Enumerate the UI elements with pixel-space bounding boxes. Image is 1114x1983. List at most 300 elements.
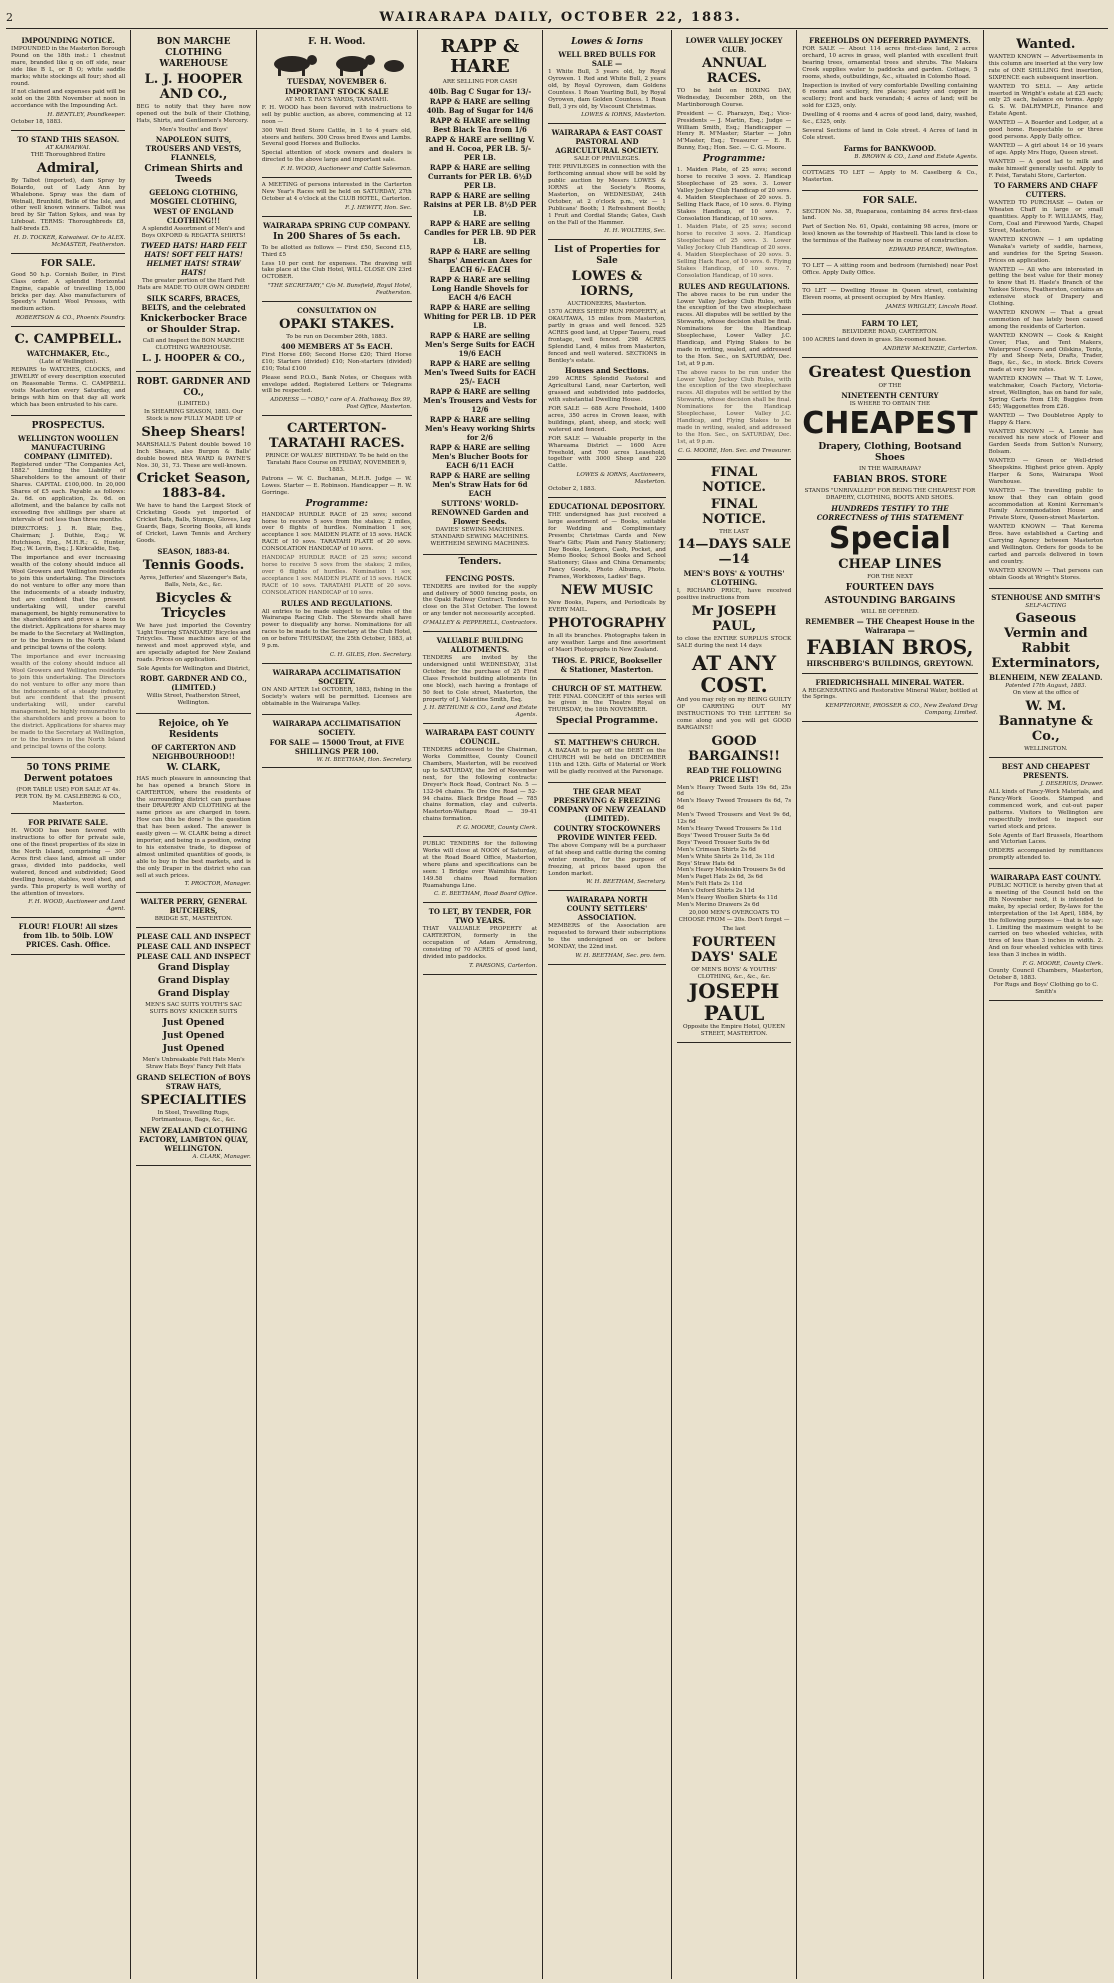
firm-name: WALTER PERRY, GENERAL BUTCHERS,	[140, 897, 247, 916]
ad-title: FOR SALE.	[862, 195, 918, 206]
price-item: RAPP & HARE are selling Currants for PER LB. 6½D PER LB.	[427, 162, 532, 190]
ad-body: 1. Maiden Plate, of 25 sovs; second horse to receive 3 sovs. 2. Handicap Steeplechase of 25 sovs. 3. Lower Valley Jockey Club Handicap of 20 sovs. 4. Maiden Steeplechase of 20 sovs. 5. Selling Hack Race, of 10 sovs. 6. Flying Stakes Handicap, of 10 sovs. 7. Consolation Handicap, of 10 sovs.	[676, 224, 792, 279]
ad-subtitle: COUNTRY STOCKOWNERS PROVIDE WINTER FEED.	[553, 823, 661, 842]
ad-gardner	[136, 372, 250, 714]
ad-body: 299 ACRES Splendid Pastoral and Agricultural Land, near Carterton, well grassed and subdivided into paddocks, with substantial Dwelling House.	[548, 376, 666, 404]
ad-head: ANNUAL RACES.	[702, 56, 767, 86]
ad-line: PLEASE CALL AND INSPECT	[136, 942, 251, 952]
wanted-item: WANTED — A Boarder and Lodger, at a good home. Respectable to or three good persons. Apply Daily office.	[988, 120, 1103, 140]
ad-body: FOR SALE — About 114 acres first-class land, 2 acres orchard, 10 acres in grass, well planted with excellent fruit bearing trees, ornamental trees and shrubs. The Makara Creek supplies water to paddocks and garden. Cottage, 5 rooms, sheds, outbuildings, &c., situated in Colombo Road.	[802, 46, 978, 80]
ad-acclimatisation-1	[262, 664, 412, 715]
column-5	[543, 30, 672, 1979]
ad-body: DAVIES' SEWING MACHINES. STANDARD SEWING MACHINES. WERTHEIM SEWING MACHINES.	[430, 526, 530, 547]
ad-head: SPECIALITIES	[140, 1092, 247, 1108]
ad-head: RULES AND REGULATIONS.	[281, 598, 393, 608]
ad-subtitle: WELL BRED BULLS FOR SALE —	[558, 50, 656, 68]
price-item: RAPP & HARE are selling Whiting for PER LB. 1D PER LB.	[423, 302, 536, 330]
price-list-item: Men's Crimean Shirts 2s 6d	[676, 846, 756, 853]
ad-body: THE undersigned has just received a large assortment of — Books, suitable for Wedding and Complimentary Presents; Christmas Cards and New Year's Gifts; Plain and Fancy Stationery; Day Books, Ledgers, Cash, Pocket, and Memo Books; School Books and School Stationery; Glass and China Ornaments; Fancy Goods, Photo Albums, Photo. Frames, Workboxes, Ladies' Bags.	[548, 511, 666, 581]
ad-title: CARTERTON-TARATAHI RACES.	[268, 421, 405, 452]
ad-body: If not claimed and expenses paid will be sold on the 28th November at noon in accordance with the Impounding Act.	[11, 89, 126, 110]
ad-subtitle: ARE SELLING FOR CASH	[442, 79, 518, 85]
ad-mineral-water	[802, 674, 977, 723]
columns	[6, 30, 1108, 1979]
ad-body: HANDICAP HURDLE RACE of 25 sovs; second horse to receive 5 sovs from the stakes; 2 miles, over 6 flights of hurdles. Nomination 1 sov, acceptance 1 sov. MAIDEN PLATE of 15 sovs. HACK RACE of 10 sovs. TARATAHI PLATE of 20 sovs. CONSOLATION HANDICAP of 10 sovs.	[261, 511, 412, 553]
ad-meeting	[262, 178, 412, 217]
price-list-title: READ THE FOLLOWING PRICE LIST!	[686, 765, 782, 784]
ad-title: IMPOUNDING NOTICE.	[21, 36, 115, 45]
ad-body: TENDERS are invited for the supply and delivery of 5000 fencing posts, on the Opaki Railway Contract. Tenders to close on the 31st October. The lowest or any tender not necessarily accepted.	[422, 583, 538, 618]
ad-head: RULES AND REGULATIONS.	[678, 281, 790, 291]
ad-line: Just Opened	[162, 1031, 225, 1042]
ad-body: A BAZAAR to pay off the DEBT on the CHURCH will be held on DECEMBER 11th and 12th. Gifts of Material or Work will be gladly received at the Parsonage.	[548, 748, 666, 775]
price-list-item: Boys' Tweed Trouser Suits 9s 6d	[676, 839, 770, 846]
ad-opaki-stakes	[262, 302, 412, 416]
price-item: RAPP & HARE are selling 40lb. Bag of Sugar for 14/6	[426, 96, 534, 115]
ad-subtitle: SALE OF PRIVILEGES.	[574, 156, 640, 163]
ad-body: IMPOUNDED in the Masterton Borough Pound on the 18th inst.: 1 chestnut mare, branded like q on off side, near side like B L, or B O; white saddle marks; white stockings all four; shod all round.	[11, 46, 126, 87]
ad-head: FOR SALE — 15000 Trout, at FIVE SHILLINGS PER 100.	[269, 737, 404, 756]
ad-signature: "THE SECRETARY," C/o M. Bunsfield, Royal Hotel, Featherston.	[267, 283, 412, 297]
ad-line: On view at the office of	[1012, 690, 1079, 697]
ad-section-sale	[802, 191, 977, 259]
ad-title: WAIRARAPA ACCLIMATISATION SOCIETY.	[272, 718, 401, 737]
ad-body: Patrons — W. C. Buchanan, M.H.R. Judge — W. Lowes. Starter — E. Robinson. Handicapper — R. W. Gorringe.	[261, 475, 412, 496]
firm-name: NEW ZEALAND CLOTHING FACTORY, LAMBTON QUAY, WELLINGTON.	[138, 1125, 249, 1153]
ad-subtitle: (Late of Wellington).	[39, 359, 98, 366]
ad-title: WAIRARAPA NORTH COUNTY SETTLERS' ASSOCIATION.	[566, 895, 648, 923]
ad-body: HAS much pleasure in announcing that he has opened a branch Store in CARTERTON, where the residents of the surrounding district can purchase their DRAPERY AND CLOTHING at the same prices as are charged in town. How can this be done? is the question that has been asked. The answer is easily given — W. CLARK being a direct importer, and being in a position, owing to his extensive trade, to dispose of almost unlimited quantities of goods, is able to buy in the best markets, and is the only Draper in the district who can sell at such prices.	[136, 775, 251, 879]
ad-body: 20,000 MEN'S OVERCOATS TO CHOOSE FROM — 20s. Don't forget —	[678, 909, 790, 923]
price-item: RAPP & HARE are selling Men's Heavy working Shirts for 2/6	[424, 414, 535, 442]
firm-name: L. J. HOOPER AND CO.,	[144, 72, 243, 102]
ad-perry	[136, 893, 250, 928]
ad-title: CHURCH OF ST. MATTHEW.	[551, 683, 663, 693]
firm-name: ROBT. GARDNER AND CO., (LIMITED.)	[140, 674, 247, 692]
ad-body: Several Sections of land in Cole street. 4 Acres of land in Cole street.	[802, 127, 978, 141]
firm-name: ROBT. GARDNER AND CO.,	[136, 377, 251, 399]
ad-body: By Talbot (imported), dam Spray by Boiardo, out of Lady Ann by Whalebone. Spray was the dam of Wetnall, Brunhild, Belle of the Isle, and other well known winners. Talbot was bred by Sir Tatton Sykes, and was by Lifeboat. TERMS: Thoroughbreds £8, half-breds £5.	[11, 177, 126, 233]
firm-name: L. J. HOOPER & CO.,	[142, 354, 245, 365]
ad-body: F. H. WOOD has been favored with instructions to sell by public auction, as above, commencing at 12 noon —	[261, 104, 412, 125]
firm-name: Mr JOSEPH PAUL,	[691, 604, 777, 635]
ad-presents	[989, 758, 1103, 869]
ad-body: SECTION No. 38, Ruaparaoa, containing 84 acres first-class land.	[802, 208, 978, 222]
ad-address: BLENHEIM, NEW ZEALAND.	[989, 673, 1103, 683]
ad-signature: C. G. MOORE, Hon. Sec. and Treasurer.	[678, 447, 792, 454]
ad-line: Drapery, Clothing, Bootsand Shoes	[818, 442, 962, 463]
ad-public-tenders	[423, 837, 537, 903]
ad-subtitle: (LIMITED.)	[177, 401, 210, 408]
ad-body: STANDS "UNRIVALLED" FOR BEING THE CHEAPEST FOR DRAPERY, CLOTHING, BOOTS AND SHOES.	[804, 487, 976, 501]
price-list-item: Men's Heavy Tweed Trousers 5s 11d	[676, 826, 782, 832]
ad-head: NEW MUSIC	[560, 583, 654, 599]
ad-address: County Council Chambers, Masterton, October 8, 1883.	[988, 968, 1103, 981]
ad-signature: W. H. BEETHAM, Sec. pro. tem.	[575, 952, 666, 959]
ad-title: WAIRARAPA SPRING CUP COMPANY.	[263, 220, 411, 230]
ad-body: TENDERS are invited by the undersigned until WEDNESDAY, 31st October, for the purchase of 25 First Class Freehold building allotments (in one block), each having a frontage of 50 feet to Cole street, Masterton, the property of J. Valentine Smith, Esq.	[422, 655, 538, 703]
ad-head: Bicycles & Tricycles	[155, 590, 232, 621]
ad-directors: DIRECTORS: J. R. Blair, Esq., Chairman; J. Duthie, Esq.; W. Hutchison, Esq., M.H.R.; G. Hunter, Esq.; W. Levin, Esq.; J. Kirkcaldie, Esq.	[11, 525, 126, 553]
ad-head: Rejoice, oh Ye Residents	[158, 718, 229, 740]
ad-east-county	[989, 869, 1103, 1001]
ad-line: Just Opened	[162, 1044, 225, 1055]
ad-line: Willis Street, Featherston Street, Wellington.	[146, 693, 241, 706]
ad-title: LOWER VALLEY JOCKEY CLUB.	[685, 36, 783, 54]
ad-address: HIRSCHBERG'S BUILDINGS, GREYTOWN.	[806, 658, 974, 668]
ad-st-matthew-bazaar	[548, 734, 666, 783]
ad-head: Programme:	[702, 154, 766, 165]
ad-line: A splendid Assortment of Men's and Boys OXFORD & REGATTA SHIRTS!	[141, 225, 246, 239]
ad-spring-cup	[262, 217, 412, 302]
price-item: RAPP & HARE are selling Candles for PER LB. 9D PER LB.	[424, 218, 536, 246]
ad-to-let-room	[802, 259, 977, 284]
wanted-item: WANTED KNOWN — I am updating Wanaka's variety of saddle, harness, and sundries for the Spring Season. Prices on application.	[988, 236, 1103, 264]
ad-line: HUNDREDS TESTIFY TO THE CORRECTNESS of THIS STATEMENT	[816, 503, 964, 522]
price-list-item: Men's Merino Drawers 2s 6d	[676, 901, 760, 908]
ad-intro: THE Thoroughbred Entire	[30, 151, 106, 158]
ad-body: To be allotted as follows — First £50, Second £15, Third £5	[261, 244, 412, 258]
ad-title: Wanted.	[1016, 37, 1076, 52]
ad-head: FOURTEEN DAYS' SALE	[690, 934, 778, 965]
ad-signature: H. BENTLEY, Poundkeeper.	[47, 112, 126, 119]
ad-body: We have to hand the Largest Stock of Cricketing Goods yet imported of Cricket Bats, Balls, Stumps, Gloves, Leg Guards, Bags, Scoring Books, all kinds of Cricket, Lawn Tennis and Archery Goods.	[136, 503, 251, 544]
ad-body: A REGENERATING and Restorative Mineral Water, bottled at the Springs.	[802, 687, 978, 701]
ad-taratahi-races	[262, 416, 412, 664]
ad-subtitle: PRINCE OF WALES' BIRTHDAY. To be held on the Taratahi Race Course on FRIDAY, NOVEMBER 9, 1883.	[265, 453, 409, 473]
ad-body: THE FINAL CONCERT of this series will be given in the Theatre Royal on THURSDAY, the 18th NOVEMBER.	[548, 693, 666, 714]
ad-private-sale	[11, 814, 125, 918]
ad-body: The importance and ever increasing wealth of the colony should induce all Wool Growers and Wellington residents to join this undertaking. The Directors do not venture to offer any more than the inducements of a steady industry, but are confident that the present undertaking will, under careful management, be highly remunerative to the shareholders and prove a boon to the district. Applications for shares may be made to the Secretary at Wellington, or to the brokers in the North Island and principal towns of the colony.	[11, 654, 126, 750]
ad-exterminators	[989, 589, 1103, 759]
ad-head: SEASON, 1883-84.	[157, 546, 230, 556]
ad-body: The above Company will be a purchaser of fat sheep and cattle during the coming winter months, for the purpose of freezing, at prices based upon the London market.	[548, 842, 666, 877]
ad-subtitle: To be run on December 26th, 1883.	[286, 334, 388, 341]
price-list-item: Men's Oxford Shirts 2s 11d	[676, 888, 755, 895]
ad-body: In SHEARING SEASON, 1883. Our Stock is now FULLY MADE UP of	[144, 408, 244, 422]
wanted-item: WANTED KNOWN — Advertisements in this column are inserted at the very low rate of ONE SHILLING first insertion, SIXPENCE each subsequent insertion.	[988, 54, 1103, 81]
ad-body: Good 50 h.p. Cornish Boiler, in First Class order. A splendid Horizontal Engine, capable of travelling 15,000 bricks per day. Also manufacturers of Speedy's Patent Wool Presses, with medium action.	[11, 271, 126, 313]
ad-signature: T. PARSONS, Carterton.	[469, 962, 538, 969]
ad-head: Farms for BANKWOOD.	[843, 143, 937, 153]
ad-line: PLEASE CALL AND INSPECT	[136, 952, 251, 962]
ad-signature: J. DESERIUS, Drawer.	[1040, 781, 1103, 788]
price-list-item: Men's Tweed Trousers and Vest 9s 6d, 12s 6d	[676, 812, 792, 826]
ad-line: SILK SCARFS, BRACES, BELTS, and the celebrated	[141, 294, 246, 313]
ad-line: Grand Display	[157, 976, 230, 987]
ad-body: (FOR TABLE USE) FOR SALE AT 4s. PER TON. By M. CASLEBERG & CO., Masterton.	[15, 786, 122, 807]
ad-title: BEST AND CHEAPEST PRESENTS.	[1001, 762, 1090, 781]
ad-head: Special Programme.	[555, 716, 659, 727]
column-3	[257, 30, 418, 1979]
ad-subtitle: BRIDGE ST., MASTERTON.	[154, 916, 233, 923]
company-name: WELLINGTON WOOLLEN MANUFACTURING COMPANY (LIMITED).	[17, 433, 119, 461]
ad-head: 400 MEMBERS AT 5s EACH.	[280, 341, 393, 351]
ad-body: BEG to notify that they have now opened out the bulk of their Clothing, Hats, Shirts, and Gentlemen's Mercery.	[136, 104, 251, 124]
ad-body: TO be held on BOXING DAY, Wednesday, December 26th, on the Martinborough Course.	[676, 88, 792, 108]
ad-body: to close the ENTIRE SURPLUS STOCK SALE during the next 14 days	[676, 636, 792, 650]
ad-head: 14—DAYS SALE—14	[677, 537, 791, 568]
ad-line: FOR THE NEXT	[867, 573, 913, 580]
ad-line: OF THE	[878, 383, 902, 390]
price-item: 40lb. Bag C Sugar for 13/-	[428, 86, 532, 96]
ad-body: TO LET — A sitting room and bedroom (furnished) near Post Office. Apply Daily Office.	[802, 262, 978, 276]
ad-title: ST. MATTHEW'S CHURCH.	[554, 738, 660, 748]
ad-signature: LOWES & IORNS, Masterton.	[581, 112, 666, 119]
ad-line: Crimean Shirts and Tweeds	[144, 163, 243, 185]
ad-to-stand	[11, 131, 125, 254]
ad-title: THE GEAR MEAT PRESERVING & FREEZING COMPANY OF NEW ZEALAND (LIMITED).	[548, 786, 666, 823]
ad-properties-list	[548, 240, 666, 498]
ad-body: In all its branches. Photographs taken in any weather. Large and fine assortment of Maori Photographs in New Zealand.	[548, 632, 666, 653]
tenders-heading: Tenders.	[458, 556, 502, 567]
price-list-item: Men's Heavy Woollen Shirts 4s 11d	[676, 895, 778, 902]
ad-subtitle: BELVIDERE ROAD, CARTERTON.	[842, 329, 938, 336]
price-item: RAPP & HARE are selling Men's Straw Hats for 6d EACH	[429, 470, 530, 498]
ad-line: The last	[722, 925, 746, 932]
wanted-item: WANTED KNOWN — A. Lennie has received his new stock of Flower and Garden Seeds from Sutton's Nursery, Bolsam.	[988, 428, 1103, 456]
price-item: RAPP & HARE are selling Men's Blucher Boots for EACH 6/11 EACH	[429, 442, 530, 470]
ad-subtitle: AT MR. T. RAY'S YARDS, TARATAHI.	[285, 97, 389, 103]
firm-name: JOSEPH PAUL	[688, 979, 780, 1026]
ad-title: FOR PRIVATE SALE.	[28, 818, 109, 828]
ad-title: TO STAND THIS SEASON.	[17, 134, 120, 144]
price-list-item: Men's Felt Hats 2s 11d	[676, 881, 743, 888]
ad-signature: A. CLARK, Manager.	[192, 1153, 251, 1160]
ad-impounding-notice	[11, 32, 125, 131]
ad-flour	[11, 918, 125, 955]
price-list-item: Boys' Tweed Trouser Suits 5s 6d	[676, 832, 770, 839]
ad-body: TENDERS addressed to the Chairman, Works Committee, County Council Chambers, Masterton, will be received up to SATURDAY, the 3rd of November next, for the following contracts: Dreyer's Rock Road, Contract No. 5 — 132-94 chains. Te Ore Ore Road — 52-94 chains. Black Bridge Road — 785 chains formation, clay and culverts. Masterton-Waitapu Road — 39-41 chains formation.	[422, 747, 538, 823]
ad-signature: B. BROWN & CO., Land and Estate Agents.	[854, 153, 978, 160]
ad-line: WELLINGTON.	[1024, 746, 1068, 753]
price-item: RAPP & HARE are selling Sharps' American Axes for EACH 6/- EACH	[428, 246, 532, 274]
ad-body: ALL kinds of Fancy-Work Materials, and Fancy-Work Goods. Stamped and commenced work, and cut-out paper patterns. Visitors to Wellington are respectfully invited to inspect our varied stock and prices.	[988, 789, 1103, 830]
column-footer: For Rugs and Boys' Clothing go to C. Smith's	[993, 981, 1099, 995]
ad-signature: ROBERTSON & CO., Phoenix Foundry.	[15, 315, 126, 322]
ad-line: Grand Display	[157, 989, 230, 1000]
ad-settlers-association	[548, 891, 666, 965]
ad-display	[136, 928, 250, 1165]
ad-to-let-tender	[423, 903, 537, 974]
ad-line: In Steel, Travelling Rugs, Portmanteaus, Bags, &c., &c.	[151, 1109, 236, 1123]
ad-body: HANDICAP HURDLE RACE of 25 sovs; second horse to receive 5 sovs from the stakes; 2 miles, over 6 flights of hurdles. Nomination 1 sov, acceptance 1 sov. MAIDEN PLATE of 15 sovs. HACK RACE of 10 sovs. TARATAHI PLATE of 20 sovs. CONSOLATION HANDICAP of 10 sovs.	[261, 555, 412, 596]
ad-farm-to-let	[802, 315, 977, 358]
ad-signature: THOS. E. PRICE, Bookseller & Stationer, Masterton.	[552, 655, 662, 674]
wanted-item: WANTED — A girl about 14 or 16 years of age. Apply Mrs Hugo, Queen street.	[988, 142, 1103, 156]
ad-body: Sole Agents of Earl Brussels, Hearthom and Victorian Laces.	[988, 832, 1103, 846]
ad-head: Greatest Question	[808, 362, 972, 382]
ad-line: ASTOUNDING BARGAINS	[824, 595, 956, 606]
wanted-item: WANTED KNOWN — Cook & Knight Cover, Flax, and Tent Makers, Waterproof Covers and Oilskins, Tents, Fly and Sheep Nets, Drafts, Trader, Bags, &c., &c., in stock. Brick Covers made at very low rates.	[988, 332, 1103, 374]
ad-title: VALUABLE BUILDING ALLOTMENTS.	[436, 636, 524, 655]
ad-line: Patented 17th August, 1883.	[1005, 683, 1087, 690]
ad-head: Sheep Shears!	[141, 424, 246, 440]
ad-line: REMEMBER — THE Cheapest House in the Wairarapa —	[805, 616, 975, 635]
column-6	[672, 30, 797, 1979]
ad-body: A MEETING of persons interested in the Carterton New Year's Races will be held on SATURDAY, 27th October at 4 o'clock at the CLUB HOTEL, Carterton.	[261, 182, 412, 202]
ad-signature: H. H. WOLTERS, Sec.	[604, 228, 666, 235]
ad-line: MEN'S SAC SUITS YOUTH'S SAC SUITS BOYS' KNICKER SUITS	[145, 1002, 242, 1016]
ad-date: October 2, 1883.	[548, 486, 596, 493]
wanted-heading: TO FARMERS AND CHAFF CUTTERS.	[993, 181, 1098, 200]
ad-line: GRAND SELECTION of BOYS STRAW HATS,	[136, 1072, 251, 1091]
firm-name: FABIAN BROS. STORE	[833, 474, 947, 485]
column-1	[6, 30, 131, 1979]
ad-title: FRIEDRICHSHALL MINERAL WATER.	[815, 677, 965, 687]
ad-head: In 200 Shares of 5s each.	[272, 231, 401, 242]
ad-title: BON MARCHE CLOTHING WAREHOUSE	[156, 37, 231, 69]
ad-head: AT ANY COST.	[691, 651, 777, 698]
ad-title: PROSPECTUS.	[31, 420, 105, 431]
price-list-item: Men's Heavy Moleskin Trousers 5s 6d	[676, 867, 786, 874]
ad-head: Tennis Goods.	[142, 557, 245, 573]
ad-body: REPAIRS to WATCHES, CLOCKS, and JEWELRY of every description executed on Reasonable Terms. C. CAMPBELL visits Masterton every Saturday, and brings with him on that day all work which has been entrusted to his care.	[11, 367, 126, 408]
ad-line: Just Opened	[162, 1018, 225, 1029]
ad-body: ORDERS accompanied by remittances promptly attended to.	[988, 848, 1103, 862]
ad-line: GEELONG CLOTHING, MOSGIEL CLOTHING,	[149, 187, 238, 206]
ad-line: IN THE WAIRARAPA?	[858, 466, 921, 472]
ad-body: The importance and ever increasing wealth of the colony should induce all Wool Growers and Wellington residents to join this undertaking. The Directors do not venture to offer any more than the inducements of a steady industry, but are confident that the present undertaking will, under careful management, be highly remunerative to the shareholders and prove a boon to the district. Applications for shares may be made to the Secretary at Wellington, or to the brokers in the North Island and principal towns of the colony.	[11, 555, 126, 652]
price-item: RAPP & HARE are selling V. and H. Cocoa, PER LB. 5/- PER LB.	[425, 134, 535, 162]
ad-bon-marche	[136, 32, 250, 372]
ad-body: The above races to be run under the Lower Valley Jockey Club Rules, with the exception of the two steeplechase races. All disputes will be settled by the Stewards, whose decision shall be final. Nominations for the Handicap Steeplechase, Lower Valley J.C. Handicap, and Flying Stakes to be made in writing, sealed, and addressed to the Hon. Sec., on SATURDAY, Dec. 1st, at 9 p.m.	[676, 369, 792, 445]
ad-body: Ayres, Jefferies' and Slazenger's Bats, Balls, Nets, &c., &c.	[139, 574, 248, 588]
ad-body: And you may rely on my BEING GUILTY OF CARRYING OUT MY INSTRUCTIONS TO THE LETTER! So come along and you will get GOOD BARGAINS!!	[676, 697, 792, 731]
wanted-item: WANTED — A good lad to milk and make himself generally useful. Apply to F. Feist, Taratahi Store, Carterton.	[988, 158, 1103, 179]
price-list-item: Men's Heavy Tweed Suits 19s 6d, 25s 6d	[676, 784, 792, 798]
ad-head: PHOTOGRAPHY	[548, 615, 666, 631]
ad-body: 100 ACRES land down in grass. Six-roomed house.	[802, 337, 947, 344]
ad-body: Inspection is invited of very comfortable Dwelling containing 6 rooms and scullery, fire places; pantry and copper in scullery; front and back verandah; 4 acres of land; will be sold for £325, only.	[802, 82, 978, 110]
ad-title: WAIRARAPA EAST COUNTY COUNCIL.	[425, 728, 535, 747]
ad-bulls-for-sale	[548, 32, 666, 124]
ad-body: We have just imported the Coventry 'Light Touring STANDARD' Bicycles and Tricycles. These machines are of the newest and most approved style, and are specially adapted for New Zealand roads. Prices on application.	[136, 622, 251, 664]
ad-body: THAT VALUABLE PROPERTY at CARTERTON, formerly in the occupation of Adam Armstrong, consisting of 70 ACRES of good land, divided into paddocks.	[422, 926, 538, 960]
ad-to-let-house	[802, 284, 977, 316]
ad-body: Registered under "The Companies Act, 1882." Limiting the Liability of Shareholders to the amount of their Shares. CAPITAL £100,000. In 20,000 Shares of £5 each. Payable as follows: 2s. 6d. on application, 2s. 6d. on allotment, and the balance by calls not exceeding five shillings per share at intervals of not less than three months.	[11, 461, 126, 523]
ad-body: FOR SALE — Valuable property in the Whareama District — 1600 Acre Freehold, and 700 acres Leasehold, together with 3000 Sheep and 220 Cattle.	[548, 435, 666, 470]
price-list-item: Boys' Straw Hats 6d	[676, 860, 735, 867]
firm-name: LOWES & IORNS,	[571, 269, 643, 300]
livestock-engraving	[262, 50, 412, 76]
wanted-item: WANTED TO PURCHASE — Oaten or Wheaten Chaff in large or small quantities. Apply to F. WILLIAMS, Hay, Corn, Coal and Firewood Yards, Chapel Street, Masterton.	[988, 200, 1103, 235]
ad-head: GOOD BARGAINS!!	[688, 733, 780, 764]
wanted-item: WANTED KNOWN — That W. T. Lowe, watchmaker, Coach Factory, Victoria-street, Wellington, has on hand for sale, Spring Carts from £18; Buggies from £45; Waggonettes from £26.	[988, 376, 1103, 410]
ad-signature: LOWES & IORNS, Auctioneers, Masterton.	[576, 472, 666, 486]
price-item: RAPP & HARE are selling Men's Serge Suits for EACH 19/6 EACH	[424, 330, 535, 358]
ad-line: Grand Display	[157, 963, 230, 974]
ad-title: EDUCATIONAL DEPOSITORY.	[548, 501, 666, 511]
ad-for-sale-boiler	[11, 254, 125, 327]
ad-line: Men's Unbreakable Felt Hats Men's Straw Hats Boys' Fancy Felt Hats	[142, 1057, 245, 1070]
ad-head: Gaseous Vermin and Rabbit Exterminators,	[991, 611, 1101, 672]
page-number: 2	[6, 10, 13, 24]
horse-name: Admiral,	[36, 160, 100, 176]
wanted-item: WANTED — Two Doubletree Apply to Happy & Hare.	[988, 412, 1103, 426]
price-list-item: Men's White Shirts 2s 11d, 3s 11d	[676, 853, 775, 860]
ad-st-matthew-concert	[548, 680, 666, 735]
ad-building-allotments	[423, 632, 537, 724]
ad-body: FOR SALE — 688 Acre Freehold, 1400 acres, 350 acres in Crown lease, with buildings, plant, sheep, and stock; well watered and fenced.	[548, 406, 666, 433]
price-item: RAPP & HARE are selling Raisins at PER LB. 8½D PER LB.	[423, 190, 537, 218]
ad-title: WAIRARAPA ACCLIMATISATION SOCIETY.	[272, 667, 401, 686]
ad-line: TWEED HATS! HARD FELT HATS! SOFT FELT HATS! HELMET HATS! STRAW HATS!	[140, 241, 247, 278]
ad-line: Call and Inspect the BON MARCHE CLOTHING WAREHOUSE.	[142, 338, 245, 352]
ad-subtitle: AUCTIONEERS, Masterton.	[567, 301, 647, 308]
ad-subtitle: MEN'S BOYS' & YOUTHS' CLOTHING.	[683, 569, 785, 588]
price-list-item: Men's Heavy Tweed Trousers 6s 6d, 7s 6d	[676, 798, 792, 812]
ad-county-council	[423, 724, 537, 837]
ad-body: Less 10 per cent for expenses. The drawing will take place at the Club Hotel, WILL CLOSE ON 23rd OCTOBER.	[261, 260, 412, 281]
ad-signature: J. H. BETHUNE & CO., Land and Estate Agents.	[424, 705, 538, 719]
ad-body: 300 Well Bred Store Cattle, in 1 to 4 years old, steers and heifers. 300 Cross bred Ewes and Lambs. Several good Horses and Bullocks.	[261, 127, 412, 148]
ad-body: Dwelling of 4 rooms and 4 acres of good land, dairy, washed, &c., £325, only.	[802, 112, 978, 126]
ad-wanted-column	[989, 32, 1103, 589]
ad-signature: C. H. GILES, Hon. Secretary.	[329, 651, 412, 658]
ad-potatoes	[11, 758, 125, 815]
firm-name: W. CLARK,	[166, 762, 221, 773]
ad-head: SUTTONS' WORLD-RENOWNED Garden and Flower Seeds.	[431, 498, 529, 526]
ad-signature: T. PROCTOR, Manager.	[184, 881, 251, 888]
ad-subtitle: IMPORTANT STOCK SALE	[284, 87, 389, 96]
ad-head: OPAKI STAKES.	[279, 317, 395, 333]
ad-prospectus	[11, 416, 125, 758]
ad-title: TO LET, BY TENDER, FOR TWO YEARS.	[428, 907, 532, 926]
ad-cottages	[802, 166, 977, 191]
ad-title: WAIRARAPA & EAST COAST PASTORAL AND AGRICULTURAL SOCIETY.	[551, 128, 663, 156]
wanted-item: WANTED TO SELL — Any article inserted in Wright's estate at £25 each; only 25 each, balance on terms. Apply G. S. W. DALRYMPLE, Finance and Estate Agent.	[988, 83, 1103, 118]
ad-signature: F. J. HEWITT, Hon. Sec.	[345, 204, 412, 211]
ad-title: FINAL NOTICE.	[702, 496, 766, 527]
ad-clark	[136, 714, 250, 894]
ad-subtitle: SELF-ACTING	[1025, 602, 1067, 609]
ad-acclimatisation-2	[262, 715, 412, 769]
wanted-item: WANTED KNOWN — That Kerema Bros. have established a Carting and Carrying Agency between Masterton and Wellington. Orders for goods to be carted and parcels delivered in town and country.	[988, 524, 1103, 565]
ad-signature: F. H. WOOD, Auctioneer and Cattle Salesman.	[280, 166, 412, 173]
ad-title: FREEHOLDS ON DEFERRED PAYMENTS.	[809, 36, 971, 45]
ad-head: Special	[828, 520, 951, 556]
ad-title: WAIRARAPA EAST COUNTY.	[990, 873, 1102, 883]
ad-body: Special attention of stock owners and dealers is directed to the above large and important sale.	[261, 150, 412, 164]
livestock-icon	[262, 50, 412, 76]
ad-head: Cricket Season, 1883-84.	[136, 471, 251, 502]
ad-signature: KEMPTHORNE, PROSSER & CO., New Zealand Drug Company, Limited.	[825, 703, 978, 717]
ad-body: PUBLIC TENDERS for the following Works will close at NOON of Saturday, at the Road Board Office, Masterton, where plans and specifications can be seen: 1 Bridge over Waimihiia River; 149.58 chains Road formation Ruamahunga Line.	[422, 841, 538, 889]
ad-title: FENCING POSTS.	[445, 573, 515, 583]
ad-line: NINETEENTH CENTURY	[841, 391, 939, 401]
ad-body: The above races to be run under the Lower Valley Jockey Club Rules, with the exception of the two steeplechase races. All disputes will be settled by the Stewards, whose decision shall be final. Nominations for the Handicap Steeplechase, Lower Valley J.C. Handicap, and Flying Stakes to be made in writing, sealed, and addressed to the Hon. Sec., on SATURDAY, Dec. 1st, at 9 p.m.	[676, 291, 792, 367]
ad-line: THE LAST	[719, 528, 749, 535]
wanted-item: WANTED — The travelling public to know that they can obtain good accommodation at Konini Kerreman's Family Accommodation House and Private Store, Queen-street Masterton.	[988, 487, 1103, 522]
ad-signature: W. H. BEETHAM, Hon. Secretary.	[316, 756, 412, 763]
price-item: RAPP & HARE are selling Long Handle Shovels for EACH 4/6 EACH	[429, 274, 530, 302]
column-4	[418, 30, 543, 1979]
ad-title: STENHOUSE AND SMITH'S	[991, 592, 1101, 602]
ad-head: CHEAP LINES	[838, 556, 942, 572]
price-item: RAPP & HARE are selling Men's Trousers and Vests for 12/6	[423, 386, 537, 414]
ad-body: I, RICHARD PRICE, have received positive instructions from	[676, 588, 792, 602]
ad-signature: H. D. TOCKER, Kaiwaiwai. Or to ALEX. McMASTER, Featherston.	[13, 235, 126, 248]
ad-title: List of Properties for Sale	[554, 245, 660, 267]
ad-line: Men's Youths' and Boys'	[159, 126, 228, 133]
ad-pastoral-society	[548, 124, 666, 240]
ad-joseph-paul	[677, 460, 791, 1044]
ad-rapp-hare	[423, 32, 537, 555]
ad-body: President — C. Pharazyn, Esq.; Vice-Presidents — J. Martin, Esq.; Judge — William Smith, Esq.; Handicapper — Henry R. M'Master; Starter — John M'Master, Esq.; Treasurer — E. R. Bunny, Esq.; Hon. Sec. — C. G. Moore.	[676, 110, 792, 152]
ad-title: 50 TONS PRIME Derwent potatoes	[23, 762, 113, 784]
ad-signature: F. G. MOORE, County Clerk.	[1022, 961, 1103, 968]
